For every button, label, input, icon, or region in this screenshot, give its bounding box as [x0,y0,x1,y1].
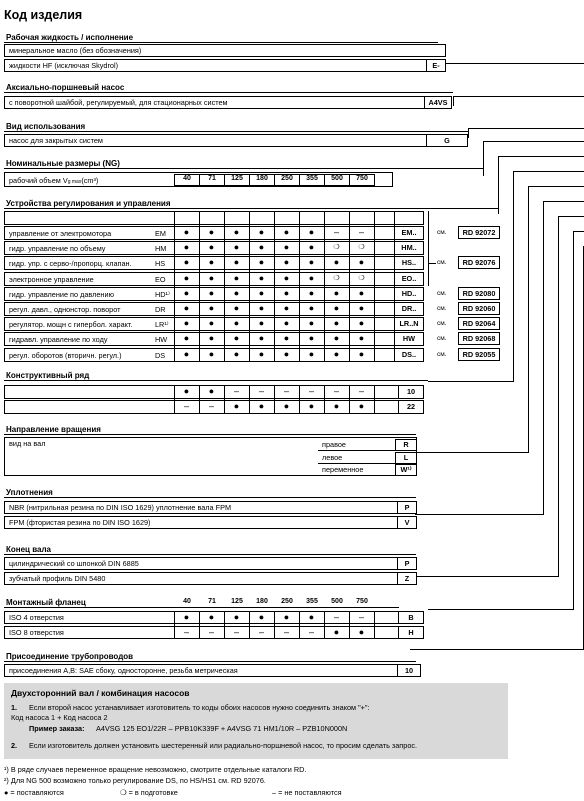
availability-mark: ● [183,242,190,252]
legend-not-available: – = не поставляются [272,788,342,797]
availability-mark: ● [233,303,240,313]
availability-mark: ● [208,227,215,237]
seal-code-p: P [397,501,417,514]
availability-mark: ● [208,386,215,396]
control-label: гидр. управление по объему [9,244,106,253]
see-label: см. [437,305,447,312]
availability-mark: ● [283,288,290,298]
size-500: 500 [331,175,343,182]
availability-mark: ● [258,288,265,298]
size-750: 750 [356,175,368,182]
availability-mark: ● [333,318,340,328]
dual-example-label: Пример заказа: [29,724,85,733]
availability-mark: ● [258,349,265,359]
availability-mark: ● [308,273,315,283]
availability-mark: ● [333,257,340,267]
availability-mark: ● [208,349,215,359]
control-code: DS.. [394,348,424,362]
control-abbr: HD¹⁾ [155,290,170,299]
availability-mark: ● [308,612,315,622]
control-abbr: DR [155,305,166,314]
dual-heading: Двухсторонний вал / комбинация насосов [11,688,190,698]
fluid-hf: жидкости HF (исключая Skydrol) [9,61,118,70]
availability-mark: – [208,627,214,637]
availability-mark: ● [233,333,240,343]
availability-mark: – [233,627,239,637]
availability-mark: ● [208,242,215,252]
shaft-splined: зубчатый профиль DIN 5480 [9,574,106,583]
availability-mark: ● [358,349,365,359]
availability-mark: ● [333,349,340,359]
section-control-heading: Устройства регулирования и управления [6,199,171,208]
availability-mark: ❍ [358,275,365,282]
rotation-option-label: правое [322,440,346,449]
availability-mark: – [308,627,314,637]
rd-reference: RD 92060 [458,302,500,315]
availability-mark: ● [283,401,290,411]
series-code: 22 [398,400,424,414]
availability-mark: ● [358,257,365,267]
availability-mark: – [333,386,339,396]
availability-mark: ● [333,288,340,298]
availability-mark: – [183,401,189,411]
dual-code-line: Код насоса 1 + Код насоса 2 [11,713,108,722]
availability-mark: ● [333,627,340,637]
flange-size-750: 750 [356,598,368,605]
control-abbr: LR¹⁾ [155,320,169,329]
footnote-1: ¹) В ряде случаев переменное вращение невозможно, смотрите отдельные каталоги RD. [4,765,307,774]
control-code: LR..N [394,317,424,331]
displacement-label: рабочий объем Vg max(cm³) [9,176,99,185]
availability-mark: ● [208,612,215,622]
availability-mark: ● [258,242,265,252]
control-label: электронное управление [9,275,94,284]
flange-size-250: 250 [281,598,293,605]
availability-mark: ● [283,242,290,252]
see-label: см. [437,259,447,266]
dual-note-1: Если второй насос устанавливает изготовитель то коды обоих насосов нужно соединить знаком "+": [29,703,370,712]
rotation-option-label: левое [322,453,343,462]
section-rotation-heading: Направление вращения [6,425,101,434]
availability-mark: ● [258,333,265,343]
control-code: DR.. [394,302,424,316]
see-label: см. [437,351,447,358]
availability-mark: ● [208,303,215,313]
see-label: см. [437,335,447,342]
availability-mark: ● [283,318,290,328]
control-abbr: EO [155,275,166,284]
availability-mark: ● [183,349,190,359]
availability-mark: ● [233,612,240,622]
availability-mark: ● [308,333,315,343]
availability-mark: – [333,227,339,237]
availability-mark: – [233,386,239,396]
size-125: 125 [231,175,243,182]
availability-mark: – [208,401,214,411]
availability-mark: – [358,227,364,237]
control-abbr: HS [155,259,166,268]
size-355: 355 [306,175,318,182]
section-pump-heading: Аксиально-поршневый насос [6,83,125,92]
availability-mark: ● [358,333,365,343]
section-shaft-heading: Конец вала [6,545,51,554]
control-code: HW [394,332,424,346]
availability-mark: – [283,627,289,637]
pump-type: с поворотной шайбой, регулируемый, для стационарных систем [9,98,228,107]
availability-mark: ❍ [333,244,340,251]
series-code: 10 [398,385,424,399]
control-label: управление от электромотора [9,229,112,238]
control-code: EO.. [394,272,424,286]
size-71: 71 [208,175,216,182]
availability-mark: ● [183,273,190,283]
availability-mark: ● [258,401,265,411]
section-flange-heading: Монтажный фланец [6,598,86,607]
seal-code-v: V [397,516,417,529]
rotation-view: вид на вал [9,439,46,448]
section-usage-heading: Вид использования [6,122,86,131]
availability-mark: ● [283,227,290,237]
pipes-sae: присоединения A,B: SAE сбоку, односторонне, резьба метрическая [9,666,238,675]
control-code: HS.. [394,256,424,270]
availability-mark: ● [233,242,240,252]
rotation-code: R [395,439,417,451]
availability-mark: ● [308,318,315,328]
rotation-code: L [395,452,417,464]
availability-mark: ● [283,273,290,283]
availability-mark: ● [208,318,215,328]
see-label: см. [437,229,447,236]
rd-reference: RD 92072 [458,226,500,239]
availability-mark: ● [283,333,290,343]
shaft-code-z: Z [397,572,417,585]
availability-mark: ● [233,273,240,283]
availability-mark: ● [358,288,365,298]
rd-reference: RD 92080 [458,287,500,300]
section-fluid-heading: Рабочая жидкость / исполнение [6,33,134,42]
availability-mark: ● [233,227,240,237]
dual-note-2: Если изготовитель должен установить шестеренный или радиально-поршневой насос, то просим сделать запрос. [29,741,418,750]
availability-mark: ● [358,627,365,637]
control-code: HM.. [394,241,424,255]
rd-reference: RD 92055 [458,348,500,361]
availability-mark: ● [183,612,190,622]
dual-example: A4VSG 125 EO1/22R – PPB10K339F + A4VSG 71 HM1/10R – PZB10N000N [96,724,348,733]
availability-mark: ● [283,303,290,313]
availability-mark: ● [358,401,365,411]
seal-nbr: NBR (нитрильная резина по DIN ISO 1629) уплотнение вала FPM [9,503,232,512]
pump-code: A4VS [424,96,452,109]
page-title: Код изделия [4,8,83,22]
see-label: см. [437,320,447,327]
availability-mark: ● [183,318,190,328]
availability-mark: ❍ [358,244,365,251]
availability-mark: ● [183,303,190,313]
availability-mark: ● [208,333,215,343]
see-label: см. [437,290,447,297]
control-label: гидравл. управление по ходу [9,335,108,344]
availability-mark: ● [183,333,190,343]
control-label: регул. давл., однонстор. поворот [9,305,121,314]
size-40: 40 [183,175,191,182]
availability-mark: ● [208,273,215,283]
availability-mark: ● [183,227,190,237]
availability-mark: – [258,386,264,396]
usage-code: G [426,134,468,147]
availability-mark: – [358,386,364,396]
size-250: 250 [281,175,293,182]
footnote-2: ²) Для NG 500 возможно только регулирование DS, по HS/HS1 см. RD 92076. [4,776,266,785]
availability-mark: ● [258,612,265,622]
flange-label: ISO 4 отверстия [9,613,64,622]
availability-mark: ● [358,318,365,328]
availability-mark: – [333,612,339,622]
flange-size-40: 40 [183,598,191,605]
availability-mark: ● [258,257,265,267]
control-abbr: HM [155,244,167,253]
flange-code: B [398,611,424,624]
rotation-option-label: переменное [322,465,364,474]
flange-size-500: 500 [331,598,343,605]
availability-mark: ● [258,303,265,313]
availability-mark: ● [233,257,240,267]
availability-mark: ● [283,257,290,267]
rd-reference: RD 92064 [458,317,500,330]
rotation-code: W¹⁾ [395,464,417,476]
availability-mark: – [183,627,189,637]
availability-mark: ● [358,303,365,313]
control-label: гидр. упр. с серво-/пропорц. клапан. [9,259,132,268]
availability-mark: ● [308,242,315,252]
control-code: EM.. [394,226,424,240]
legend-preparing: ❍ = в подготовке [120,788,178,797]
availability-mark: ● [258,318,265,328]
availability-mark: ● [258,227,265,237]
flange-size-355: 355 [306,598,318,605]
flange-code: H [398,626,424,639]
flange-size-180: 180 [256,598,268,605]
section-pipes-heading: Присоединение трубопроводов [6,652,134,661]
control-label: гидр. управление по давлению [9,290,114,299]
control-label: регулятор. мощн с гипербол. характ. [9,320,133,329]
availability-mark: ● [258,273,265,283]
fluid-mineral-oil: минеральное масло (без обозначения) [9,46,142,55]
section-sizes-heading: Номинальные размеры (NG) [6,159,120,168]
availability-mark: ● [308,227,315,237]
availability-mark: ● [183,257,190,267]
availability-mark: ● [233,401,240,411]
control-code: HD.. [394,287,424,301]
control-label: регул. оборотов (вторичн. регул.) [9,351,122,360]
pipes-code: 10 [397,664,421,677]
availability-mark: ● [308,349,315,359]
flange-size-125: 125 [231,598,243,605]
control-abbr: EM [155,229,166,238]
availability-mark: ❍ [333,275,340,282]
availability-mark: ● [183,386,190,396]
control-abbr: DS [155,351,166,360]
size-180: 180 [256,175,268,182]
usage-closed: насос для закрытых систем [9,136,103,145]
availability-mark: ● [308,401,315,411]
availability-mark: ● [233,318,240,328]
availability-mark: ● [333,303,340,313]
availability-mark: – [308,386,314,396]
availability-mark: ● [308,257,315,267]
section-series-heading: Конструктивный ряд [6,371,90,380]
flange-size-71: 71 [208,598,216,605]
fluid-code: E- [426,59,446,72]
availability-mark: ● [308,288,315,298]
rd-reference: RD 92076 [458,256,500,269]
legend-available: ● = поставляются [4,788,64,797]
availability-mark: ● [333,333,340,343]
availability-mark: ● [208,288,215,298]
shaft-keyed: цилиндрический со шпонкой DIN 6885 [9,559,139,568]
availability-mark: – [358,612,364,622]
availability-mark: ● [233,288,240,298]
availability-mark: ● [283,612,290,622]
availability-mark: ● [283,349,290,359]
section-seals-heading: Уплотнения [6,488,53,497]
availability-mark: ● [333,401,340,411]
availability-mark: ● [208,257,215,267]
availability-mark: – [283,386,289,396]
availability-mark: ● [308,303,315,313]
flange-label: ISO 8 отверстия [9,628,64,637]
seal-fpm: FPM (фтористая резина по DIN ISO 1629) [9,518,151,527]
control-abbr: HW [155,335,168,344]
rd-reference: RD 92068 [458,332,500,345]
availability-mark: ● [183,288,190,298]
shaft-code-p: P [397,557,417,570]
availability-mark: ● [233,349,240,359]
availability-mark: – [258,627,264,637]
